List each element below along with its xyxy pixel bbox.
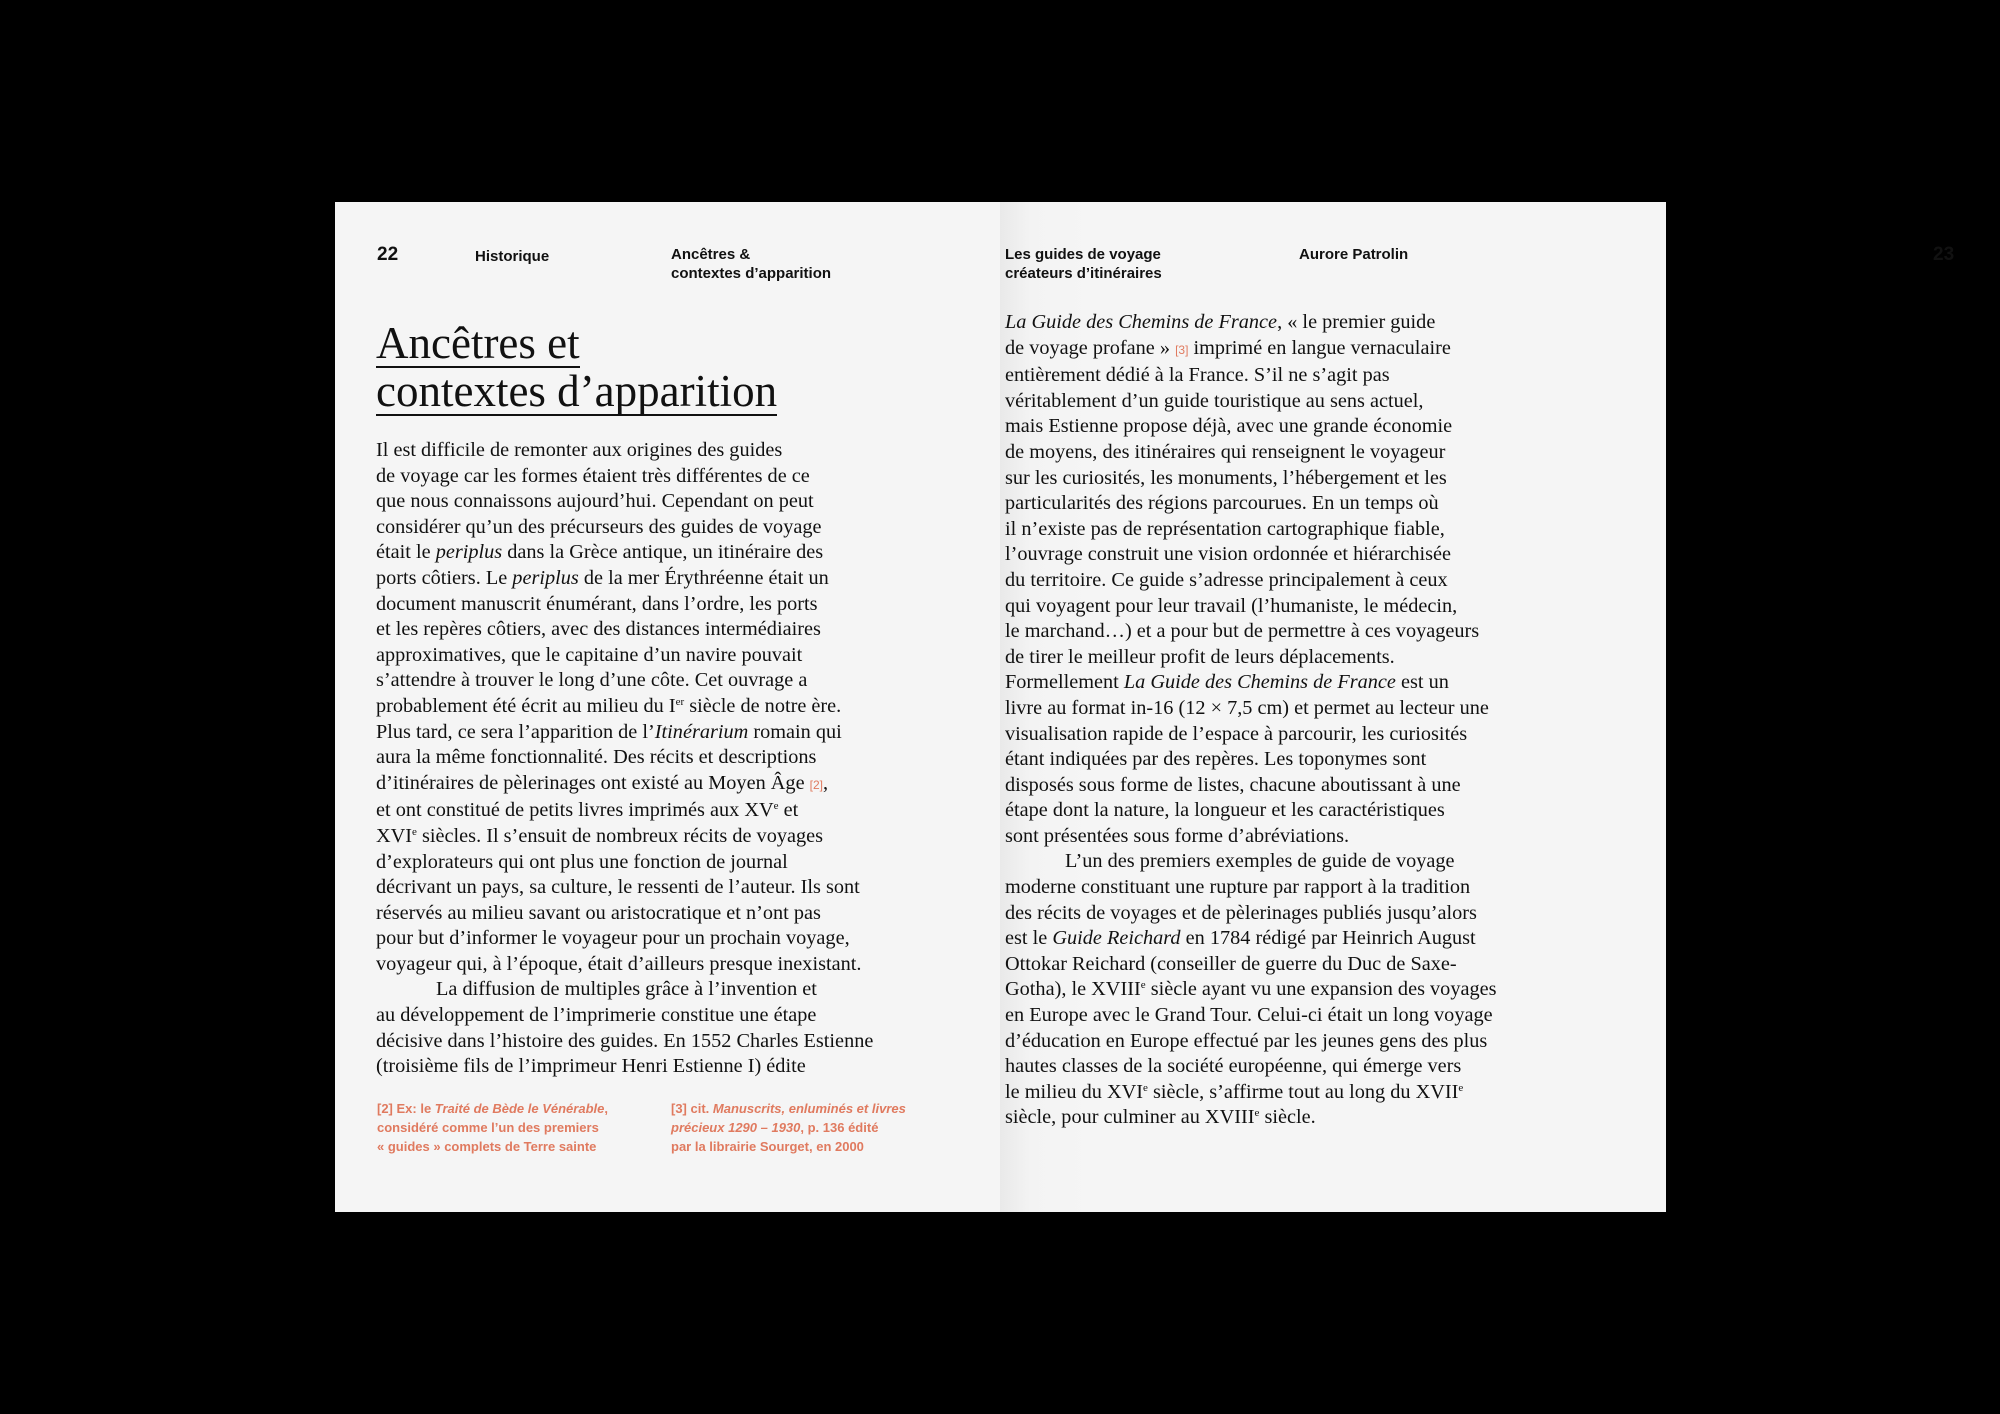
text-line: Plus tard, ce sera l’apparition de l’Itinérarium romain qui bbox=[376, 720, 842, 743]
text-line: moderne constituant une rupture par rapport à la tradition bbox=[1005, 876, 1471, 899]
text-line: considérer qu’un des précurseurs des guides de voyage bbox=[376, 515, 822, 538]
title-line: Ancêtres et bbox=[376, 318, 580, 368]
text-line: (troisième fils de l’imprimeur Henri Estienne I) édite bbox=[376, 1055, 806, 1078]
text-line: qui voyagent pour leur travail (l’humaniste, le médecin, bbox=[1005, 594, 1458, 617]
italic-term: periplus bbox=[435, 541, 503, 564]
page-number-right: 23 bbox=[1933, 244, 1955, 265]
page-number-left: 22 bbox=[377, 244, 399, 265]
note-line: « guides » complets de Terre sainte bbox=[377, 1139, 597, 1154]
text-line: visualisation rapide de l’espace à parcourir, les curiosités bbox=[1005, 722, 1468, 745]
italic-term: periplus bbox=[512, 566, 579, 589]
body-text-right bbox=[1005, 310, 1497, 1131]
header-line: Les guides de voyage bbox=[1005, 246, 1161, 263]
body-text-left bbox=[376, 438, 873, 1080]
text-line: du territoire. Ce guide s’adresse principalement à ceux bbox=[1005, 568, 1448, 591]
text-line: d’itinéraires de pèlerinages ont existé au Moyen Âge [2], bbox=[376, 771, 829, 794]
text-line: sur les curiosités, les monuments, l’hébergement et les bbox=[1005, 466, 1447, 489]
left-page bbox=[335, 202, 1000, 1212]
text-line: particularités des régions parcourues. En un temps où bbox=[1005, 492, 1439, 515]
text-line: étant indiquées par des repères. Les toponymes sont bbox=[1005, 748, 1427, 771]
text-line: XVIe siècles. Il s’ensuit de nombreux récits de voyages bbox=[376, 824, 824, 847]
italic-title: La Guide des Chemins de France bbox=[1123, 671, 1396, 694]
footnote-reference[interactable]: [2] bbox=[809, 777, 823, 792]
text-line: L’un des premiers exemples de guide de voyage bbox=[1065, 850, 1455, 873]
text-line: hautes classes de la société européenne, qui émerge vers bbox=[1005, 1055, 1462, 1078]
page-title bbox=[376, 320, 777, 416]
footnote-2 bbox=[377, 1099, 608, 1156]
text-line: au développement de l’imprimerie constitue une étape bbox=[376, 1004, 817, 1027]
text-line: le milieu du XVIe siècle, s’affirme tout au long du XVIIe bbox=[1005, 1080, 1464, 1103]
italic-term: Itinérarium bbox=[654, 720, 749, 743]
book-spread bbox=[335, 202, 1955, 1212]
footnote-reference[interactable]: [3] bbox=[1175, 342, 1189, 357]
text-line: le marchand…) et a pour but de permettre à ces voyageurs bbox=[1005, 620, 1480, 643]
text-line: réservés au milieu savant ou aristocratique et n’ont pas bbox=[376, 901, 821, 924]
note-line: [2] Ex: le Traité de Bède le Vénérable, bbox=[377, 1101, 608, 1116]
italic-title: La Guide des Chemins de France bbox=[1005, 311, 1278, 333]
note-line: considéré comme l’un des premiers bbox=[377, 1120, 599, 1135]
text-line: et les repères côtiers, avec des distances intermédiaires bbox=[376, 618, 821, 641]
text-line: Formellement La Guide des Chemins de France est un bbox=[1005, 671, 1449, 694]
text-line: siècle, pour culminer au XVIIIe siècle. bbox=[1005, 1106, 1316, 1129]
text-line: voyageur qui, à l’époque, était d’ailleurs presque inexistant. bbox=[376, 952, 862, 975]
text-line: La diffusion de multiples grâce à l’invention et bbox=[436, 978, 817, 1001]
text-line: de voyage profane » [3] imprimé en langue vernaculaire bbox=[1005, 336, 1451, 359]
text-line: que nous connaissons aujourd’hui. Cependant on peut bbox=[376, 490, 814, 513]
text-line: décrivant un pays, sa culture, le ressenti de l’auteur. Ils sont bbox=[376, 876, 860, 899]
text-line: disposés sous forme de listes, chacune aboutissant à une bbox=[1005, 773, 1461, 796]
running-header-author: Aurore Patrolin bbox=[1299, 246, 1409, 263]
text-line: livre au format in-16 (12 × 7,5 cm) et permet au lecteur une bbox=[1005, 696, 1489, 719]
running-header-section: Historique bbox=[475, 248, 550, 265]
text-line: Gotha), le XVIIIe siècle ayant vu une expansion des voyages bbox=[1005, 978, 1497, 1001]
footnote-3 bbox=[671, 1099, 906, 1156]
text-line: d’éducation en Europe effectué par les jeunes gens des plus bbox=[1005, 1029, 1488, 1052]
text-line: entièrement dédié à la France. S’il ne s’agit pas bbox=[1005, 364, 1390, 387]
title-line: contextes d’apparition bbox=[376, 366, 778, 416]
text-line: il n’existe pas de représentation cartographique fiable, bbox=[1005, 517, 1445, 540]
text-line: d’explorateurs qui ont plus une fonction de journal bbox=[376, 850, 788, 873]
text-line: mais Estienne propose déjà, avec une grande économie bbox=[1005, 415, 1453, 438]
text-line: Il est difficile de remonter aux origines des guides bbox=[376, 439, 783, 461]
text-line: étape dont la nature, la longueur et les caractéristiques bbox=[1005, 799, 1445, 822]
chapter-line: Ancêtres & bbox=[671, 246, 751, 263]
chapter-line: contextes d’apparition bbox=[671, 265, 832, 282]
text-line: pour but d’informer le voyageur pour un prochain voyage, bbox=[376, 927, 850, 950]
text-line: approximatives, que le capitaine d’un navire pouvait bbox=[376, 643, 803, 666]
running-header-book bbox=[1005, 245, 1162, 283]
text-line: l’ouvrage construit une vision ordonnée et hiérarchisée bbox=[1005, 543, 1452, 566]
text-line: La Guide des Chemins de France, « le premier guide bbox=[1005, 311, 1436, 333]
running-header-chapter bbox=[671, 245, 831, 283]
text-line: document manuscrit énumérant, dans l’ordre, les ports bbox=[376, 592, 818, 615]
text-line: de voyage car les formes étaient très différentes de ce bbox=[376, 464, 810, 487]
text-line: véritablement d’un guide touristique au sens actuel, bbox=[1005, 389, 1424, 412]
text-line: de moyens, des itinéraires qui renseignent le voyageur bbox=[1005, 440, 1446, 463]
text-line: ports côtiers. Le periplus de la mer Érythréenne était un bbox=[376, 566, 829, 589]
text-line: aura la même fonctionnalité. Des récits et descriptions bbox=[376, 746, 817, 769]
text-line: en Europe avec le Grand Tour. Celui-ci était un long voyage bbox=[1005, 1004, 1493, 1027]
right-page bbox=[1000, 202, 1955, 1212]
text-line: probablement été écrit au milieu du Ier siècle de notre ère. bbox=[376, 694, 842, 717]
note-line: précieux 1290 – 1930, p. 136 édité bbox=[671, 1120, 879, 1135]
text-line: sont présentées sous forme d’abréviations. bbox=[1005, 824, 1350, 847]
text-line: s’attendre à trouver le long d’une côte. Cet ouvrage a bbox=[376, 669, 808, 692]
text-line: de tirer le meilleur profit de leurs déplacements. bbox=[1005, 645, 1395, 668]
text-line: et ont constitué de petits livres imprimés aux XVe et bbox=[376, 799, 799, 822]
text-line: était le periplus dans la Grèce antique, un itinéraire des bbox=[376, 541, 824, 564]
text-line: décisive dans l’histoire des guides. En 1552 Charles Estienne bbox=[376, 1029, 874, 1052]
italic-title: Guide Reichard bbox=[1052, 927, 1181, 950]
note-line: par la librairie Sourget, en 2000 bbox=[671, 1139, 864, 1154]
text-line: des récits de voyages et de pèlerinages publiés jusqu’alors bbox=[1005, 901, 1477, 924]
header-line: créateurs d’itinéraires bbox=[1005, 265, 1162, 282]
text-line: est le Guide Reichard en 1784 rédigé par Heinrich August bbox=[1005, 927, 1476, 950]
text-line: Ottokar Reichard (conseiller de guerre du Duc de Saxe- bbox=[1005, 952, 1457, 975]
note-line: [3] cit. Manuscrits, enluminés et livres bbox=[671, 1101, 906, 1116]
